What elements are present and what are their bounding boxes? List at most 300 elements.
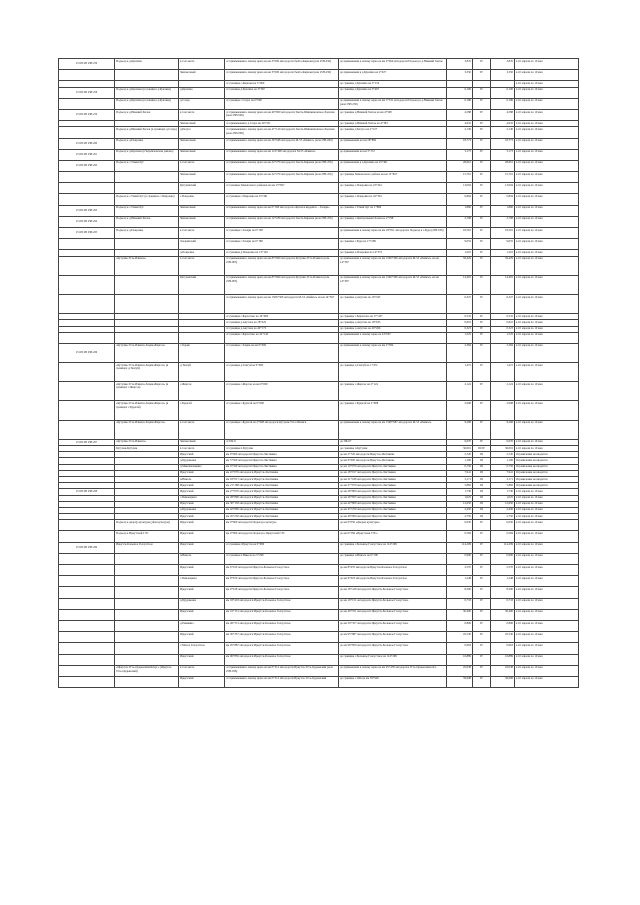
table-cell: IV xyxy=(473,109,491,120)
table-cell: до км 95+887 автодороги Иркутск-Большое Голоустное xyxy=(339,632,447,643)
table-cell: IV xyxy=(473,70,491,81)
table-cell: д.Бурдаковка xyxy=(179,458,225,464)
table-cell: IV xyxy=(473,620,491,631)
table-cell: IV xyxy=(473,632,491,643)
table-cell: IV xyxy=(473,121,491,127)
table-cell xyxy=(59,294,115,313)
table-cell: 30,400 xyxy=(447,609,473,620)
table-cell: Ограничение не вводится xyxy=(515,476,579,482)
table-cell: 0,584 xyxy=(447,531,473,542)
table-cell: до км 48+000 автодороги Иркутск-Листвянка xyxy=(339,514,447,520)
table-row xyxy=(59,109,579,120)
table-cell xyxy=(115,332,179,343)
table-row xyxy=(59,632,579,643)
table-cell: 1,248 xyxy=(447,576,473,587)
table-cell: км 8+670 автодороги Иркутск-Большое Голоустное xyxy=(225,576,339,587)
table-cell: от границы с.Кирюки на 3+000 xyxy=(225,81,339,87)
table-cell: до границы д.Куклина на 3+154 xyxy=(339,81,447,87)
table-cell: п.Никола xyxy=(179,476,225,482)
table-cell xyxy=(179,332,225,343)
table-cell: 3,173 xyxy=(447,149,473,160)
table-cell: 30,400 xyxy=(491,609,515,620)
table-cell: Подъезд к дворцу культуры (Дом культуры) xyxy=(115,520,179,531)
table-cell: в 10 апреля по 10 мая xyxy=(515,598,579,609)
table-cell: 2,384 xyxy=(447,343,473,362)
table-cell xyxy=(179,294,225,313)
table-row xyxy=(59,401,579,420)
table-cell: IV xyxy=(473,87,491,98)
table-cell: 45,038 xyxy=(491,665,515,676)
table-cell: от примыкания к левому краю на км 22+270 автодороги Тыхта-Кирюки (ном 25Н-256) xyxy=(225,172,339,183)
table-cell: в 10 апреля по 10 мая xyxy=(515,250,579,256)
table-cell xyxy=(59,632,115,643)
table-cell: в 10 апреля по 10 мая xyxy=(515,420,579,439)
table-cell: 2,750 xyxy=(491,514,515,520)
table-cell: 0,756 xyxy=(447,464,473,470)
table-cell: 4,588 xyxy=(491,109,515,120)
table-cell: до км 18+418 автодороги Иркутск-Большое Голоустное xyxy=(339,587,447,598)
table-cell: до примыкания к левому краю на км 18+811 автодороги Подъезд к с.Бура (25Н-056) xyxy=(339,228,447,239)
table-row xyxy=(59,87,579,98)
table-cell: 0,186 xyxy=(491,98,515,109)
table-cell: 2,450 xyxy=(447,507,473,513)
table-row xyxy=(59,420,579,439)
table-cell: от примыкания к левому краю на км 12+180 автодороги Тыхта-Кирюки (ном 25Н-256) xyxy=(225,216,339,227)
table-cell: с.Покровка xyxy=(179,194,225,205)
table-cell: 1,860 xyxy=(447,205,473,216)
table-cell: от границы с.Бархатово на 16+900 xyxy=(225,314,339,320)
table-cell: 1,472 xyxy=(447,363,473,382)
table-cell: 1,248 xyxy=(491,576,515,587)
table-row xyxy=(59,665,579,676)
table-cell: «Кутулик-Усть-Илимск» xyxy=(115,256,179,275)
table-cell: км 95+887 автодороги Иркутск-Большое Голоустное xyxy=(225,643,339,654)
table-cell: IV xyxy=(473,216,491,227)
table-cell: в 10 апреля по 10 мая xyxy=(515,127,579,138)
table-cell: до границы д.Куклина на 3+467 xyxy=(339,87,447,98)
table-cell: 6,670 xyxy=(491,439,515,445)
table-cell: в том числе xyxy=(179,59,225,70)
table-cell: от границы д.Акутова на 40+173 xyxy=(225,326,339,332)
table-cell: 36,091 xyxy=(491,446,515,452)
table-cell: 3,173 xyxy=(491,149,515,160)
table-cell: п.Никола xyxy=(179,553,225,564)
table-cell: в том числе xyxy=(179,228,225,239)
table-cell: 0,894 xyxy=(491,194,515,205)
table-cell xyxy=(59,609,115,620)
table-cell: 7,941 xyxy=(491,470,515,476)
table-cell: д.Куклина xyxy=(179,87,225,98)
table-cell: до км 50+357 автодороги Иркутск-Большое Голоустное xyxy=(339,620,447,631)
table-cell: до границы с.Покровка на 24+361 xyxy=(339,194,447,205)
table-cell: IV xyxy=(473,149,491,160)
table-cell: в 10 апреля по 10 мая xyxy=(515,172,579,183)
table-cell: в 10 апреля по 10 мая xyxy=(515,643,579,654)
table-cell: от границы с.Сохра на 0+000 xyxy=(225,98,339,109)
table-cell: в 10 апреля по 10 мая xyxy=(515,576,579,587)
table-cell: III xyxy=(473,501,491,507)
table-cell: 6,327 xyxy=(447,294,473,313)
table-cell: в 10 апреля по 10 мая xyxy=(515,320,579,326)
table-cell: от примыкания к левому краю на км 3+000 автодороги Тыхта-Кирюки (ном 25Н-256) xyxy=(225,70,339,81)
table-cell: до границы д.Акутова на 18+635 xyxy=(339,320,447,326)
table-cell: Ограничение не вводится xyxy=(515,483,579,489)
table-cell: до границы п.Никола на 6+100 xyxy=(339,553,447,564)
table-cell: км 50+357 автодороги Иркутск-Большое Голоустное xyxy=(225,632,339,643)
table-cell: в 10 апреля по 10 мая xyxy=(515,382,579,401)
table-cell xyxy=(59,598,115,609)
table-cell: 1,025 xyxy=(491,495,515,501)
table-cell xyxy=(115,587,179,598)
table-cell: 8,500 xyxy=(447,587,473,598)
table-cell: в 10 апреля по 10 мая xyxy=(515,160,579,171)
table-row xyxy=(59,216,579,227)
table-cell: в 10 апреля по 10 мая xyxy=(515,194,579,205)
table-cell: 2,130 xyxy=(491,127,515,138)
table-cell: км 42+800 автодороги Иркутск-Листвянка xyxy=(225,507,339,513)
table-cell: до км 2+720 автодороги Иркутск-Листвянка xyxy=(339,452,447,458)
table-cell: от границы с.Жаргон на км 0+000 xyxy=(225,382,339,401)
table-cell: 28,661 xyxy=(491,160,515,171)
table-cell: IV xyxy=(473,256,491,275)
table-cell: до км 96+850 автодороги Иркутск-Большое Голоустное xyxy=(339,643,447,654)
table-cell: от примыкания к левому краю на км 114+400 автодороги М-53 «Байкал» xyxy=(225,149,339,160)
table-cell: IV xyxy=(473,439,491,445)
table-cell: д.Тангуй xyxy=(179,363,225,382)
table-cell: от границы с.Будагай на 0+000 xyxy=(225,401,339,420)
table-cell: от примыкания к д.Сохра на 20+331 xyxy=(225,121,339,127)
table-cell: до примыкания к д.Куклина на 23+461 xyxy=(339,160,447,171)
table-cell: 3,171 xyxy=(491,476,515,482)
table-cell: Зимовочный xyxy=(179,70,225,81)
table-cell: км 49+551 автодороги Иркутск-Большое Голоустное xyxy=(225,620,339,631)
document-sheet xyxy=(58,58,578,688)
table-cell: 2,384 xyxy=(491,343,515,362)
table-cell: в 10 апреля по 10 мая xyxy=(515,363,579,382)
table-cell: 2,570 xyxy=(447,565,473,576)
table-cell: 2,124 xyxy=(491,382,515,401)
table-cell: 3,171 xyxy=(447,476,473,482)
table-cell: до границы д.Акутова на 40+496 xyxy=(339,326,447,332)
table-cell: в 10 апреля по 10 мая xyxy=(515,205,579,216)
table-cell: Подъезд к д.Покровка xyxy=(115,138,179,149)
table-cell: 25 ОП МЗ 25Н-267 xyxy=(59,439,115,445)
table-cell: «Кутулик-Уста-Илимск-Харик-Жаргон» (в границах с.Будагай) xyxy=(115,401,179,420)
table-cell: IV xyxy=(473,239,491,250)
table-cell: от границы п.Никола на 5+200 xyxy=(225,553,339,564)
table-cell: 0,532 xyxy=(491,314,515,320)
table-cell: IV xyxy=(473,250,491,256)
table-cell: 7,941 xyxy=(447,470,473,476)
table-cell: в 10 апреля по 10 мая xyxy=(515,439,579,445)
table-row xyxy=(59,620,579,631)
table-cell: от примыкания к левому краю на км 0+312 автодороги Иркутск-Усть-Ордынский xyxy=(225,676,339,687)
table-cell: 0,963 xyxy=(491,643,515,654)
table-cell: 0,100 xyxy=(447,87,473,98)
table-cell: III xyxy=(473,507,491,513)
table-cell: Подъезд к с.Узкий Луг xyxy=(115,160,179,171)
table-cell: до км 6+600 автодороги Иркутск-Листвянка xyxy=(339,458,447,464)
table-cell: «Кутулик-Уста-Илимск-Харик-Жаргон» xyxy=(115,420,179,439)
table-cell: IV xyxy=(473,138,491,149)
table-cell: км 0+000 автодороги Подъезд к культуре xyxy=(225,520,339,531)
table-cell: IV xyxy=(473,363,491,382)
table-cell: до примыкания к левому краю на км 0+060 автодороги Подъезд к д.Нижний Хилок xyxy=(339,59,447,70)
table-cell xyxy=(59,332,115,343)
table-cell: от границы д.Тангуй на 0+000 xyxy=(225,363,339,382)
table-cell: 2,798 xyxy=(447,216,473,227)
table-cell: 39,608 xyxy=(447,676,473,687)
table-cell: от примыкания к левому краю на км 3+060 автодороги Тыхта-Кирюки (ном 25Н-256) xyxy=(225,59,339,70)
table-cell: 9,055 xyxy=(447,239,473,250)
table-cell: IV xyxy=(473,565,491,576)
table-cell: Подъезд к с.Узкий Луг (в границах с.Покровка) xyxy=(115,194,179,205)
table-cell: км 28+800 автодороги Иркутск-Листвянка xyxy=(225,495,339,501)
table-cell: до км 28+800 автодороги Иркутск-Листвянка xyxy=(339,489,447,495)
table-cell: 2,798 xyxy=(491,216,515,227)
table-cell: от границы с.Залари на 0+180 xyxy=(225,239,339,250)
table-cell: от границы с.Харик на км 0+000 xyxy=(225,343,339,362)
table-cell: 1,210 xyxy=(491,250,515,256)
table-cell: IV xyxy=(473,553,491,564)
table-cell: III xyxy=(473,476,491,482)
table-cell: 6,327 xyxy=(491,294,515,313)
table-cell xyxy=(115,576,179,587)
table-cell: 59,429 xyxy=(491,256,515,275)
table-cell: до границы с.Бархатово на 17+437 xyxy=(339,314,447,320)
table-cell: Иркутский xyxy=(179,654,225,665)
table-cell: 0,963 xyxy=(447,643,473,654)
table-cell: до границы д.Нижний Хилок на км 4+598 xyxy=(339,109,447,120)
table-cell: в 10 апреля по 10 мая xyxy=(515,98,579,109)
table-cell: III xyxy=(473,470,491,476)
table-cell: Зимовочный xyxy=(179,138,225,149)
table-cell: 45,530 xyxy=(447,632,473,643)
table-cell: в 10 апреля по 10 мая xyxy=(515,109,579,120)
table-cell: в 10 апреля по 10 мая xyxy=(515,228,579,239)
table-cell: до примыкания к левому краю на км 2+384 xyxy=(339,343,447,362)
road-restrictions-table xyxy=(58,58,579,688)
table-cell: в 10 апреля по 10 мая xyxy=(515,81,579,87)
table-cell: Кутулинский xyxy=(179,183,225,194)
table-cell: 1,210 xyxy=(447,250,473,256)
table-cell: в 10 апреля по 10 мая xyxy=(515,553,579,564)
table-cell: 39,608 xyxy=(491,676,515,687)
table-cell: 25 ОП МЗ 25Н-258 xyxy=(59,87,115,98)
table-cell xyxy=(115,553,179,564)
table-cell: 9,268 xyxy=(447,420,473,439)
table-cell: 2,908 xyxy=(491,401,515,420)
table-cell: до ПК 67 xyxy=(339,439,447,445)
table-cell: III xyxy=(473,464,491,470)
table-cell: в 10 апреля по 10 мая xyxy=(515,587,579,598)
table-cell: Зимовочный xyxy=(179,121,225,127)
table-cell: до границы п.Кутулик xyxy=(339,446,447,452)
table-row xyxy=(59,654,579,665)
table-cell: Иркутский xyxy=(179,609,225,620)
table-cell: от границы с.Покровка на 23+461 xyxy=(225,194,339,205)
table-cell: 9,268 xyxy=(491,420,515,439)
table-cell: 3,835 xyxy=(447,59,473,70)
table-row xyxy=(59,609,579,620)
table-cell xyxy=(59,382,115,401)
table-cell: в том числе xyxy=(179,109,225,120)
table-cell: 1,730 xyxy=(491,489,515,495)
table-cell: IV xyxy=(473,183,491,194)
table-row xyxy=(59,332,579,343)
table-cell: до границы с.Бура на 17+268 xyxy=(339,239,447,250)
table-cell: IV xyxy=(473,643,491,654)
table-row xyxy=(59,587,579,598)
table-cell: 2,720 xyxy=(447,452,473,458)
table-row xyxy=(59,676,579,687)
table-cell: 3,835 xyxy=(491,59,515,70)
table-cell: 13,004 xyxy=(491,183,515,194)
table-cell: до границы с.Узкий Луг на 1+869 xyxy=(339,205,447,216)
table-cell: д.Балуса xyxy=(179,127,225,138)
table-cell: с.Жаргон xyxy=(179,382,225,401)
table-row xyxy=(59,643,579,654)
table-cell: д.Сохра xyxy=(179,98,225,109)
table-cell: 0,806 xyxy=(491,620,515,631)
table-cell: IV xyxy=(473,326,491,332)
table-cell xyxy=(59,587,115,598)
table-cell: Иркутский xyxy=(179,676,225,687)
table-cell: 18,581 xyxy=(491,228,515,239)
table-cell: 1,472 xyxy=(491,363,515,382)
table-cell: от примыкания к левому краю на км 36+048 автодороги М-53 «Байкал» (ном 25Н-009) xyxy=(225,138,339,149)
table-cell: IV xyxy=(473,654,491,665)
table-cell: км 0+000 автодороги Подъезд к Иркутской ГЭС xyxy=(225,531,339,542)
table-cell: III xyxy=(473,483,491,489)
table-cell: 2,570 xyxy=(491,565,515,576)
table-cell xyxy=(59,127,115,138)
table-cell: 1,730 xyxy=(447,489,473,495)
table-cell: Заларинский xyxy=(179,239,225,250)
table-cell: IV xyxy=(473,59,491,70)
table-cell: от границы с.Бархатово на 42+142 xyxy=(225,332,339,343)
table-cell: в 10 апреля по 10 мая xyxy=(515,401,579,420)
table-cell: км 10+076 автодороги Иркутск-Листвянка xyxy=(225,470,339,476)
table-cell: III xyxy=(473,458,491,464)
table-cell xyxy=(59,576,115,587)
table-cell: IV xyxy=(473,205,491,216)
table-cell: с.Харик xyxy=(179,343,225,362)
table-cell: 0,050 xyxy=(447,520,473,531)
table-cell: в 10 апреля по 10 мая xyxy=(515,514,579,520)
table-cell: в 10 апреля по 10 мая xyxy=(515,507,579,513)
table-cell: от примыкания к левому краю на км 0+168 автодороги «Красногвардейск – Залари» xyxy=(225,205,339,216)
table-cell: IV xyxy=(473,127,491,138)
table-cell: до границы с.Большое Голоустное на 114+299 xyxy=(339,654,447,665)
table-cell: «Кутулик-Уста-Илимск-Харик-Жаргон» (в границах д.Тангуй) xyxy=(115,363,179,382)
table-row xyxy=(59,205,579,216)
table-cell: 0,532 xyxy=(447,314,473,320)
table-row xyxy=(59,127,579,138)
table-cell: 18,773 xyxy=(447,138,473,149)
table-cell: в 10 апреля по 10 мая xyxy=(515,275,579,294)
table-cell: 0,806 xyxy=(447,620,473,631)
table-cell: 0,050 xyxy=(491,520,515,531)
table-cell: IV xyxy=(473,676,491,687)
table-cell: до границы д.Балуса на 2+127 xyxy=(339,127,447,138)
table-cell: до примыкания к левому краю на 43+667 xyxy=(339,332,447,343)
table-cell: с.Пивовариха xyxy=(179,576,225,587)
table-row xyxy=(59,160,579,171)
table-cell: IV xyxy=(473,172,491,183)
table-cell: 15,761 xyxy=(447,172,473,183)
table-cell: до км 27+070 автодороги Иркутск-Листвянка xyxy=(339,483,447,489)
table-cell: 0,100 xyxy=(491,87,515,98)
table-row xyxy=(59,70,579,81)
table-cell: IV xyxy=(473,332,491,343)
table-cell: 25 ОП МЗ 25Н-260 xyxy=(59,138,115,149)
table-cell: до км 19+151 автодороги Иркутск-Большое Голоустное xyxy=(339,598,447,609)
table-cell: от границы п.Кутулик xyxy=(225,446,339,452)
table-row xyxy=(59,294,579,313)
table-cell: 1,100 xyxy=(447,458,473,464)
table-cell: Иркутский xyxy=(179,489,225,495)
table-cell xyxy=(115,172,179,183)
table-cell xyxy=(115,620,179,631)
table-cell: в 10 апреля по 10 мая xyxy=(515,609,579,620)
table-cell: до границы д.Акутова на 16+343 xyxy=(339,294,447,313)
table-cell: 3,350 xyxy=(491,70,515,81)
table-cell: от границы д.Акутова на 18+025 xyxy=(225,320,339,326)
table-cell: км 45+250 автодороги Иркутск-Листвянка xyxy=(225,514,339,520)
table-cell: 4,632 xyxy=(491,121,515,127)
table-cell: в 10 апреля по 10 мая xyxy=(515,343,579,362)
table-cell: 14,481 xyxy=(491,275,515,294)
table-cell: от границы с.Будагай на 2+908 автодороги Кутулик-Уста-Илимск xyxy=(225,420,339,439)
table-cell xyxy=(59,183,115,194)
table-cell: 1,525 xyxy=(491,332,515,343)
table-row xyxy=(59,382,579,401)
table-cell: Иркутский xyxy=(179,565,225,576)
table-cell: в том числе xyxy=(179,256,225,275)
table-cell: 114,299 xyxy=(447,542,473,553)
table-cell xyxy=(115,275,179,294)
table-cell: 0,323 xyxy=(491,326,515,332)
table-cell: до границы с.Покровка на 23+461 xyxy=(339,183,447,194)
table-cell: в 10 апреля по 10 мая xyxy=(515,654,579,665)
table-cell: Иркутск-Большое Голоустное xyxy=(115,542,179,553)
table-cell: Зимовочный xyxy=(179,172,225,183)
table-cell xyxy=(59,194,115,205)
table-cell: 25 ОП МЗ 25Н-269 xyxy=(59,542,115,553)
table-row xyxy=(59,98,579,109)
table-cell: до границы с.Будагай на 2+908 xyxy=(339,401,447,420)
table-row xyxy=(59,149,579,160)
table-cell: в 10 апреля по 10 мая xyxy=(515,632,579,643)
table-cell: IV xyxy=(473,531,491,542)
table-cell: в 10 апреля по 10 мая xyxy=(515,489,579,495)
table-cell: Зимовочный xyxy=(179,149,225,160)
table-cell: д.Ревякина xyxy=(179,620,225,631)
table-cell: 4,632 xyxy=(447,121,473,127)
table-cell: 2,908 xyxy=(447,401,473,420)
table-row xyxy=(59,183,579,194)
table-cell: км 27+070 автодороги Иркутск-Листвянка xyxy=(225,489,339,495)
table-cell: Иркутский xyxy=(179,452,225,458)
table-cell xyxy=(59,654,115,665)
table-cell: 18,581 xyxy=(447,228,473,239)
table-cell: до границы Зимовочного района на км 15+827 xyxy=(339,172,447,183)
table-cell: IV xyxy=(473,576,491,587)
table-row xyxy=(59,172,579,183)
table-cell: «Кутулик-Уста-Илимск» xyxy=(115,439,179,445)
table-cell: III/IV xyxy=(473,446,491,452)
